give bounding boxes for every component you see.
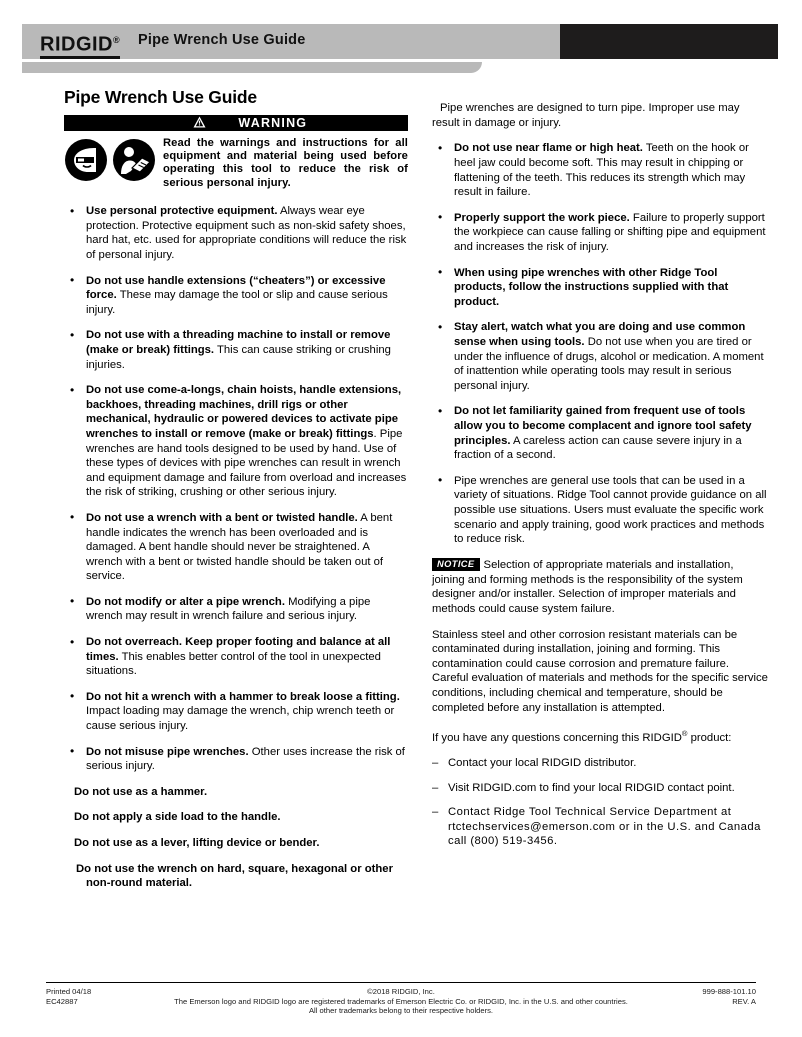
list-item bbox=[432, 320, 768, 393]
footer-revision: REV. A bbox=[732, 996, 756, 1006]
list-item-lead: Use personal protective equipment. bbox=[86, 205, 278, 218]
list-item-body: A careless action can cause severe injury in a fraction of a second. bbox=[454, 434, 742, 462]
bullet-icon: • bbox=[438, 140, 443, 155]
footer-trademark-line-2: All other trademarks belong to their respective holders. bbox=[308, 1006, 494, 1016]
list-item bbox=[64, 745, 408, 774]
list-item-body: This enables better control of the tool in unexpected situations. bbox=[86, 650, 381, 678]
bullet-icon: • bbox=[438, 403, 443, 418]
footer-document-number: 999-888-101.10 bbox=[702, 987, 756, 996]
warning-body bbox=[64, 137, 408, 191]
list-item-lead: Do not modify or alter a pipe wrench. bbox=[86, 595, 285, 608]
read-manual-icon bbox=[112, 138, 156, 187]
left-column bbox=[64, 87, 408, 902]
list-item-body: A bent handle indicates the wrench has been overloaded and is damaged. A bent handle should never be straightened. A wrench with a bent or twisted handle should be taken out of service. bbox=[86, 511, 393, 583]
footer-trademark-line-1: The Emerson logo and RIDGID logo are registered trademarks of Emerson Electric Co. or RIDGID, Inc. in the U.S. and other countries. bbox=[174, 996, 628, 1006]
list-item bbox=[432, 266, 768, 310]
list-item bbox=[432, 474, 768, 547]
footer-copyright: ©2018 RIDGID, Inc. bbox=[367, 987, 435, 996]
footer-doc-code: EC42887 bbox=[46, 996, 78, 1006]
left-bullet-list bbox=[64, 204, 408, 774]
list-item bbox=[64, 204, 408, 262]
list-item bbox=[64, 690, 408, 734]
bullet-icon: • bbox=[70, 594, 75, 609]
list-item bbox=[432, 756, 768, 771]
dash-icon: – bbox=[432, 781, 439, 794]
notice-text: Selection of appropriate materials and installation, joining and forming methods is the responsibility of the system designer and/or installer. Selection of improper materials and methods could cause system failure. bbox=[432, 559, 743, 615]
list-item-lead: Do not overreach. Keep proper footing and balance at all times. bbox=[86, 636, 391, 663]
notice-badge: NOTICE bbox=[432, 558, 480, 571]
right-column bbox=[432, 90, 768, 859]
warning-label: WARNING bbox=[238, 115, 308, 130]
bullet-icon: • bbox=[438, 265, 443, 280]
bullet-icon: • bbox=[70, 273, 75, 288]
list-item-body: This can cause striking or crushing injuries. bbox=[86, 343, 391, 371]
bullet-icon: • bbox=[70, 689, 75, 704]
list-item bbox=[64, 595, 408, 624]
list-item bbox=[64, 511, 408, 584]
page-header bbox=[0, 0, 802, 80]
questions-prefix: If you have any questions concerning this RIDGID bbox=[432, 731, 682, 744]
list-item bbox=[432, 805, 768, 849]
list-item-lead: Do not use handle extensions (“cheaters”) or excessive force. bbox=[86, 274, 386, 302]
list-item-body: Do not use when you are tired or under the influence of drugs, alcohol or medication. A moment of inattention while operating tools may result in serious personal injury. bbox=[454, 336, 764, 392]
bullet-icon: • bbox=[70, 634, 75, 649]
right-bullet-list bbox=[432, 141, 768, 546]
list-item-body: . Pipe wrenches are hand tools designed to be used by hand. Use of these types of devices with pipe wrenches can result in wrench and equipment damage and failure from overload and increases the risk of striking, crushing or other serious injury. bbox=[86, 427, 407, 499]
bold-statement: Do not use as a hammer. bbox=[74, 785, 208, 798]
contact-list bbox=[432, 756, 768, 849]
dash-icon: – bbox=[432, 756, 439, 769]
questions-paragraph bbox=[432, 727, 768, 745]
bold-statement: Do not use as a lever, lifting device or bender. bbox=[74, 837, 320, 849]
list-item-lead: Do not let familiarity gained from frequent use of tools allow you to become complacent and ignore tool safety principles. bbox=[454, 405, 752, 447]
bullet-icon: • bbox=[70, 510, 75, 525]
list-item-lead: Properly support the work piece. bbox=[454, 211, 630, 224]
ridgid-logo-registered: ® bbox=[113, 35, 121, 45]
intro-paragraph: Pipe wrenches are designed to turn pipe. Improper use may result in damage or injury. bbox=[432, 102, 740, 129]
list-item bbox=[432, 404, 768, 462]
bullet-icon: • bbox=[70, 327, 75, 342]
contact-text: Contact Ridge Tool Technical Service Department at rtctechservices@emerson.com or in the U.S. and Canada call (800) 519-3456. bbox=[448, 806, 761, 848]
list-item bbox=[64, 383, 408, 500]
contact-text: Visit RIDGID.com to find your local RIDGID contact point. bbox=[448, 781, 735, 794]
footer-grid bbox=[46, 987, 756, 1033]
list-item-body: Impact loading may damage the wrench, chip wrench teeth or cause serious injury. bbox=[86, 705, 395, 733]
list-item-lead: Do not misuse pipe wrenches. bbox=[86, 745, 249, 758]
list-item bbox=[64, 274, 408, 318]
notice-paragraph bbox=[432, 558, 768, 616]
list-item-lead: Do not use with a threading machine to install or remove (make or break) fittings. bbox=[86, 329, 391, 356]
registered-mark: ® bbox=[681, 728, 688, 738]
list-item-body: Failure to properly support the workpiece can cause falling or shifting pipe and equipment and increases the risk of injury. bbox=[454, 211, 766, 254]
list-item bbox=[64, 328, 408, 372]
list-item-lead: Do not use come-a-longs, chain hoists, handle extensions, backhoes, threading machines, drill rigs or other mechanical, hydraulic or powered devices to activate pipe wrenches to install or remove (make or break) fittings bbox=[86, 384, 402, 440]
stainless-paragraph: Stainless steel and other corrosion resistant materials can be contaminated during installation, joining and forming. This contamination could cause corrosion and premature failure. Careful evaluation of materials and methods for the specific service conditions, including chemical and temperature, should be completed before any installation is attempted. bbox=[432, 628, 768, 714]
footer-right bbox=[702, 987, 756, 1006]
safety-glasses-icon bbox=[64, 138, 108, 187]
warning-banner bbox=[64, 115, 408, 131]
bullet-icon: • bbox=[70, 744, 75, 759]
warning-triangle-icon bbox=[193, 116, 206, 132]
list-item-body: Always wear eye protection. Protective equipment such as non-skid safety shoes, hard hat, etc. used for appropriate conditions will reduce the risk of personal injury. bbox=[86, 205, 407, 261]
bold-statement: Do not use the wrench on hard, square, hexagonal or other non-round material. bbox=[76, 862, 393, 890]
bold-statement: Do not apply a side load to the handle. bbox=[74, 811, 281, 824]
dash-icon: – bbox=[432, 806, 439, 819]
ridgid-logo-text: RIDGID bbox=[40, 33, 113, 56]
list-item-body: Pipe wrenches are general use tools that can be used in a variety of situations. Ridge Tool cannot provide guidance on all possible use situations. Users must evaluate the specific work scenario and apply training, good work practices and methods to reduce risk. bbox=[454, 474, 767, 546]
questions-suffix: product: bbox=[687, 731, 732, 744]
bullet-icon: • bbox=[438, 319, 443, 334]
list-item bbox=[432, 141, 768, 199]
list-item-body: These may damage the tool or slip and cause serious injury. bbox=[86, 289, 388, 316]
warning-text: Read the warnings and instructions for all equipment and material being used before operating this tool to reduce the risk of serious personal injury. bbox=[163, 136, 408, 189]
ridgid-logo bbox=[40, 29, 120, 59]
page-footer bbox=[46, 982, 756, 1033]
header-title: Pipe Wrench Use Guide bbox=[138, 32, 306, 48]
header-gray-shadow bbox=[22, 62, 482, 73]
list-item bbox=[432, 211, 768, 255]
header-black-bar bbox=[560, 24, 778, 59]
footer-center bbox=[46, 987, 756, 1016]
list-item bbox=[64, 635, 408, 679]
bullet-icon: • bbox=[70, 382, 75, 397]
list-item-lead: Stay alert, watch what you are doing and use common sense when using tools. bbox=[454, 321, 746, 349]
bullet-icon: • bbox=[70, 203, 75, 218]
footer-printed-date: Printed 04/18 bbox=[46, 987, 92, 996]
list-item-lead: Do not hit a wrench with a hammer to break loose a fitting. bbox=[86, 690, 400, 703]
list-item-lead: Do not use near flame or high heat. bbox=[454, 142, 643, 155]
warning-icon-group bbox=[64, 137, 156, 187]
list-item-lead: When using pipe wrenches with other Ridge Tool products, follow the instructions supplied with that product. bbox=[454, 266, 729, 308]
list-item bbox=[432, 781, 768, 796]
bullet-icon: • bbox=[438, 210, 443, 225]
page-title: Pipe Wrench Use Guide bbox=[64, 87, 257, 107]
list-item-body: Teeth on the hook or heel jaw could become soft. This may result in chipping or flattening of the teeth. This reduces its strength which may result in failure. bbox=[454, 142, 749, 199]
bullet-icon: • bbox=[438, 473, 443, 488]
contact-text: Contact your local RIDGID distributor. bbox=[448, 756, 637, 769]
list-item-lead: Do not use a wrench with a bent or twisted handle. bbox=[86, 511, 358, 524]
list-item-body: Other uses increase the risk of serious injury. bbox=[86, 745, 405, 773]
list-item-body: Modifying a pipe wrench may result in wrench failure and serious injury. bbox=[86, 595, 371, 623]
